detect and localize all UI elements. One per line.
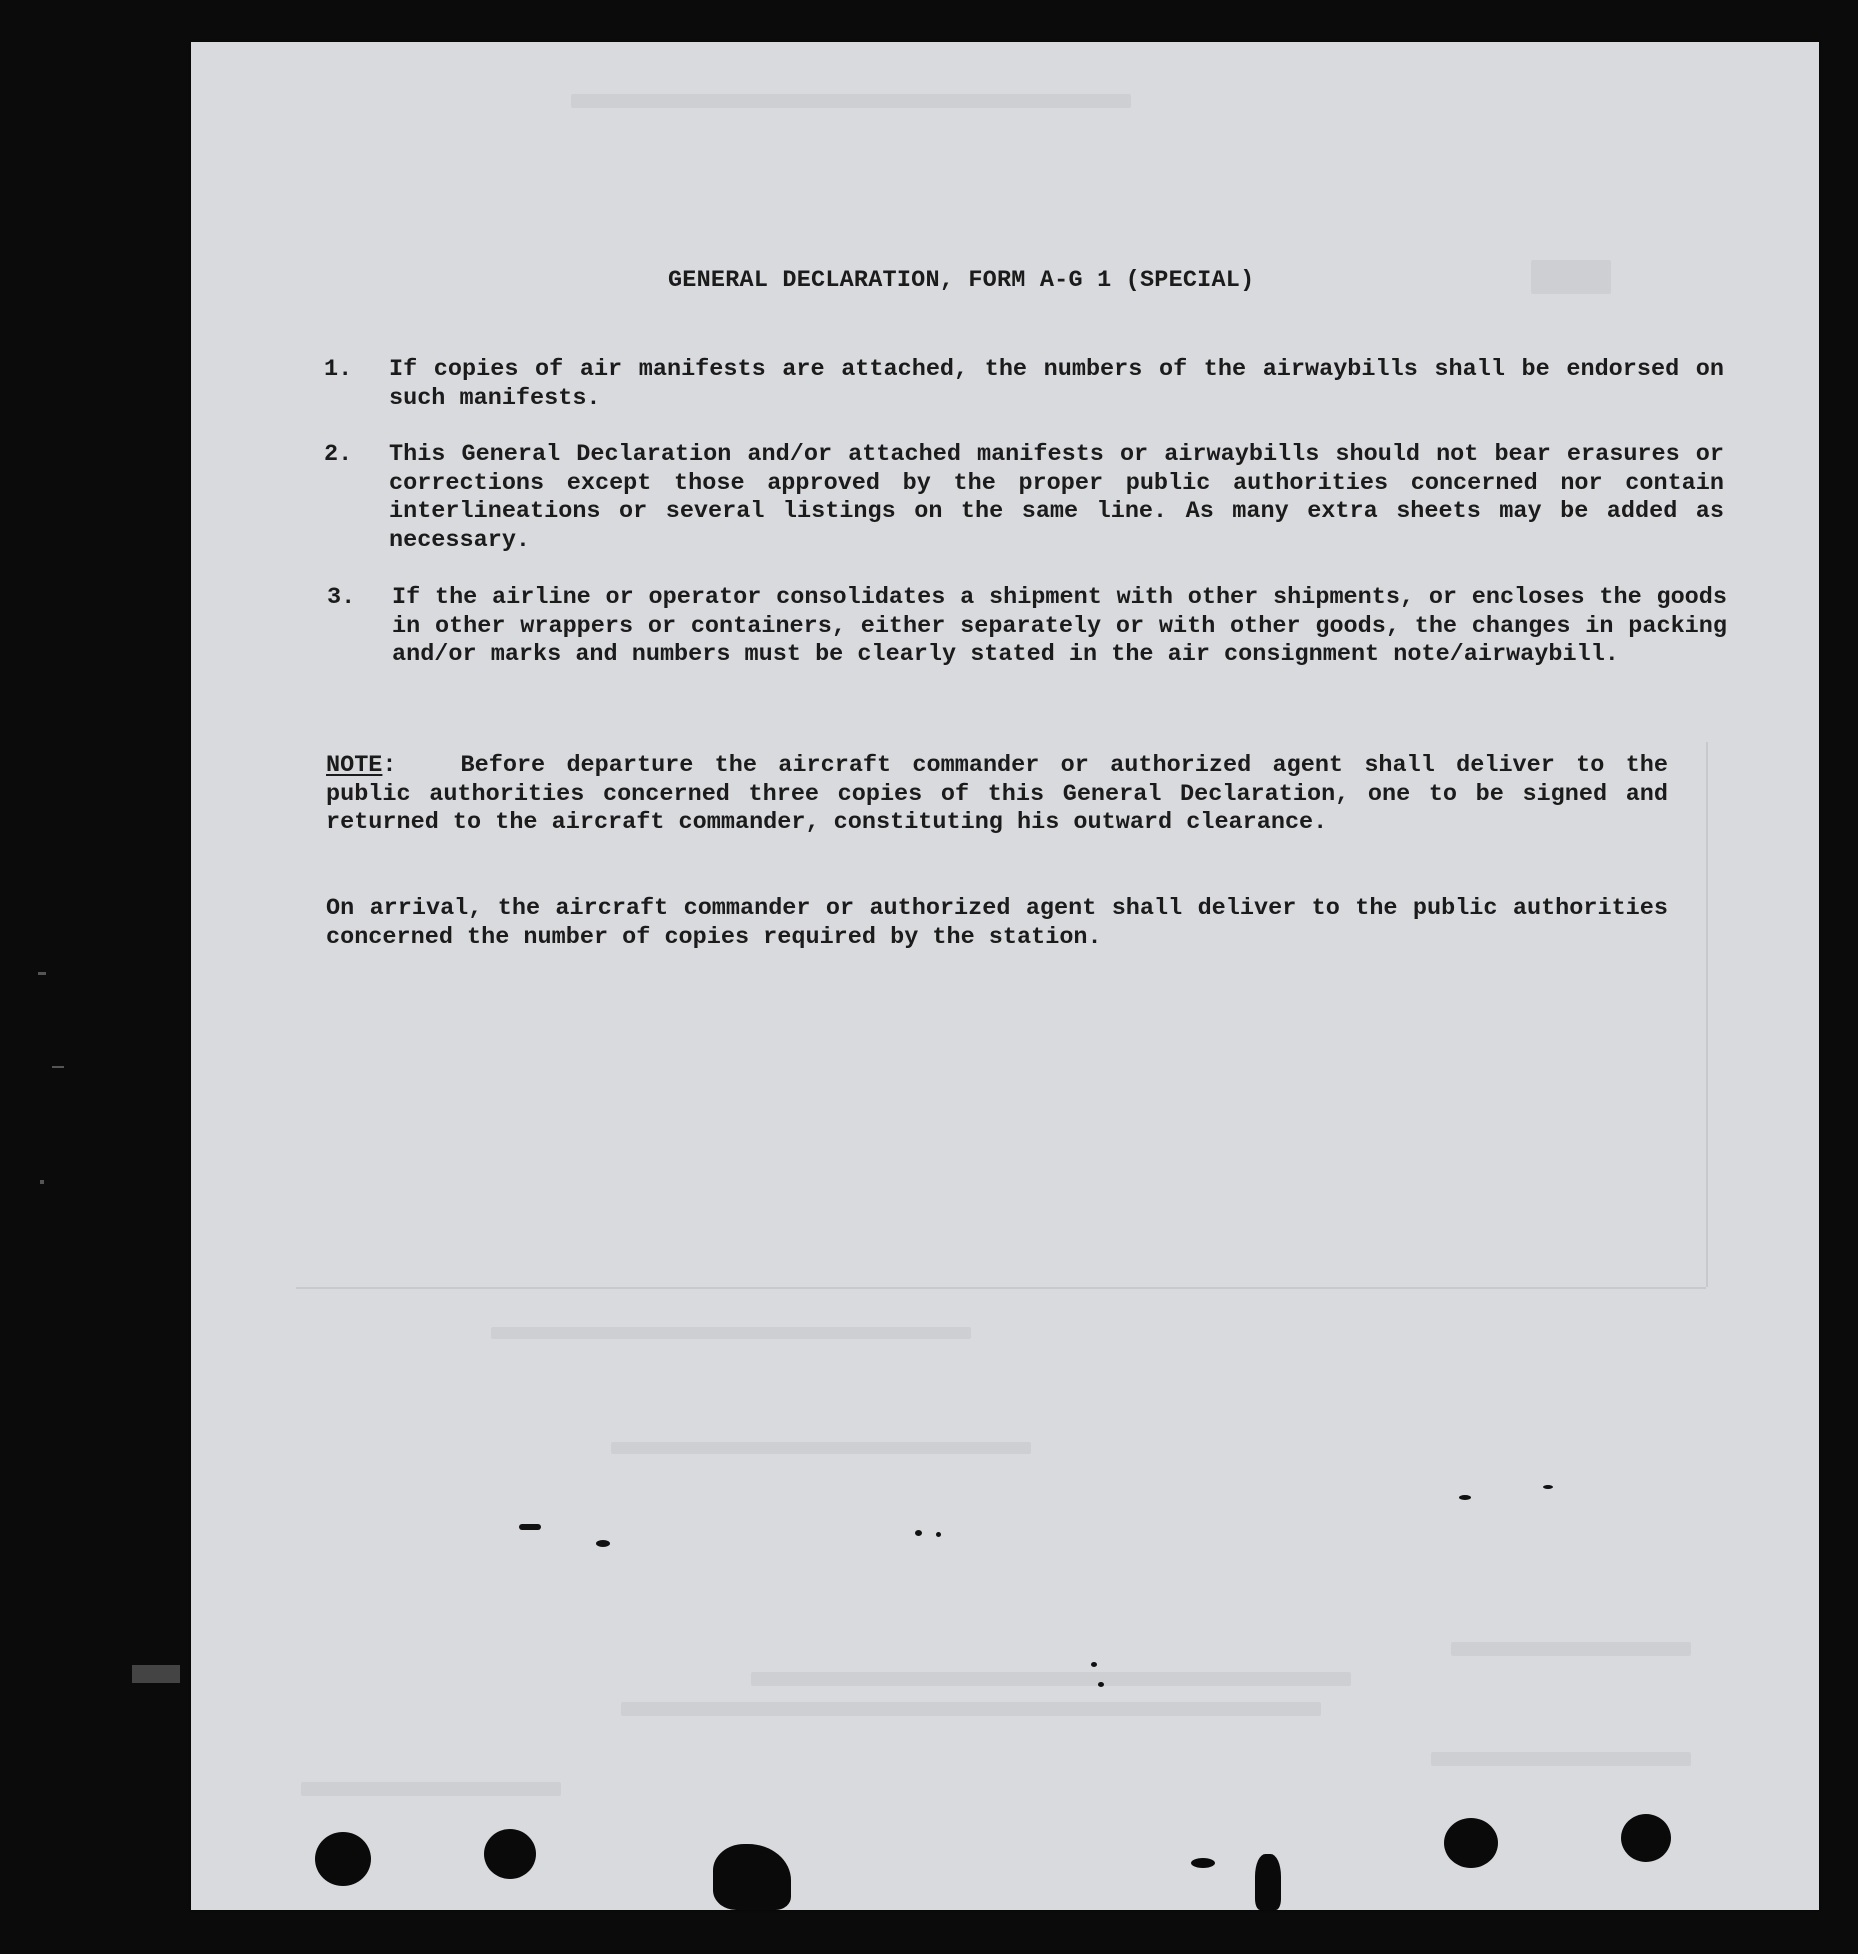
ink-blot [713, 1844, 791, 1910]
note-label: NOTE [326, 752, 383, 779]
item-text: If copies of air manifests are attached, the numbers of the airwaybills shall be endorsed on such manifests. [389, 356, 1724, 412]
ink-speck [915, 1530, 922, 1536]
item-number: 3. [327, 584, 356, 611]
note-text: Before departure the aircraft commander or authorized agent shall deliver to the public authorities concerned three copies of this General Declaration, one to be signed and returned to the aircraft commander, constituting his outward clearance. [326, 752, 1668, 836]
punch-hole [1621, 1814, 1671, 1862]
ink-speck [1098, 1682, 1104, 1687]
document-title: GENERAL DECLARATION, FORM A-G 1 (SPECIAL) [668, 267, 1255, 294]
paper-sheet [191, 42, 1819, 1910]
punch-hole [315, 1832, 371, 1886]
margin-mark [132, 1665, 180, 1683]
show-through-mark [1531, 260, 1611, 294]
arrival-paragraph: On arrival, the aircraft commander or authorized agent shall deliver to the public authorities concerned the number of copies required by the station. [326, 895, 1668, 951]
show-through-mark [491, 1327, 971, 1339]
ink-blot [1255, 1854, 1281, 1910]
show-through-mark [751, 1672, 1351, 1686]
ink-speck [1543, 1485, 1553, 1489]
ink-speck [519, 1524, 541, 1530]
ink-speck [936, 1532, 941, 1537]
ink-speck [1091, 1662, 1097, 1667]
note-colon: : [382, 752, 397, 779]
show-through-mark [611, 1442, 1031, 1454]
note-paragraph [326, 752, 1668, 838]
item-text: If the airline or operator consolidates a shipment with other shipments, or encloses the goods in other wrappers or containers, either separately or with other goods, the changes in packing and/or marks and numbers must be clearly stated in the air consignment note/airwaybill. [392, 584, 1727, 668]
item-number: 2. [324, 441, 353, 468]
show-through-mark [621, 1702, 1321, 1716]
show-through-mark [571, 94, 1131, 108]
item-text: This General Declaration and/or attached manifests or airwaybills should not bear erasures or corrections except those approved by the proper public authorities concerned nor contain interlineations or several listings on the same line. As many extra sheets may be added as necessary. [389, 441, 1724, 554]
margin-mark [38, 972, 46, 975]
punch-hole [484, 1829, 536, 1879]
show-through-mark [301, 1782, 561, 1796]
ink-speck [596, 1540, 610, 1547]
show-through-mark [1431, 1752, 1691, 1766]
margin-mark [40, 1180, 44, 1184]
margin-mark [52, 1066, 64, 1068]
punch-hole [1444, 1818, 1498, 1868]
ink-speck [1459, 1495, 1471, 1500]
show-through-line [296, 1287, 1706, 1289]
show-through-line [1706, 742, 1708, 1287]
show-through-mark [1451, 1642, 1691, 1656]
ink-speck [1191, 1858, 1215, 1868]
item-number: 1. [324, 356, 353, 383]
